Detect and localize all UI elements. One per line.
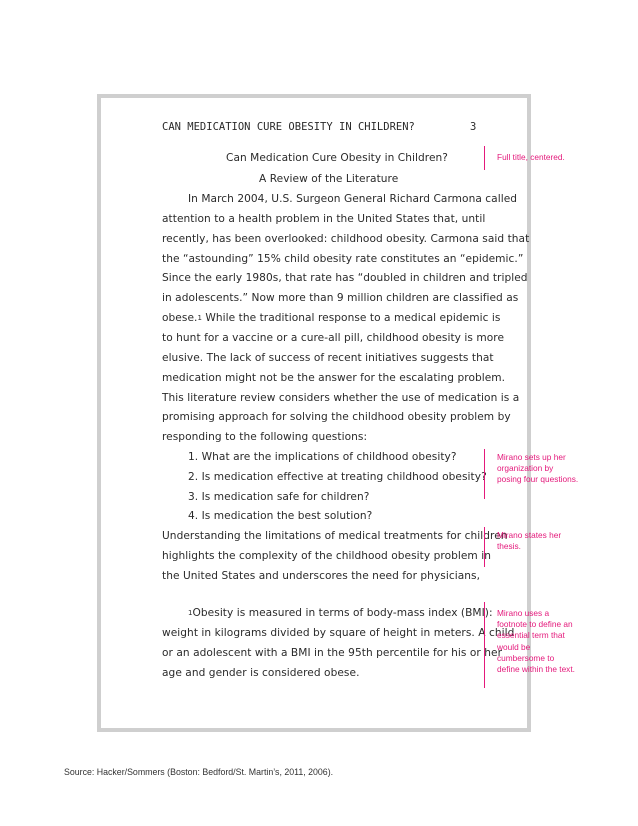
body-line: elusive. The lack of success of recent initiatives suggests that [162, 352, 494, 364]
question-item: 2. Is medication effective at treating childhood obesity? [188, 471, 487, 483]
thesis-line: Understanding the limitations of medical treatments for children [162, 530, 508, 542]
body-line: This literature review considers whether the use of medication is a [162, 392, 520, 404]
body-line: to hunt for a vaccine or a cure-all pill, childhood obesity is more [162, 332, 505, 344]
annotation-footnote: Mirano uses a footnote to define an essential term that would be cumbersome to define within the text. [497, 608, 575, 675]
question-item: 4. Is medication the best solution? [188, 510, 373, 522]
paper-subtitle: A Review of the Literature [259, 173, 399, 185]
paper-title: Can Medication Cure Obesity in Children? [226, 152, 448, 164]
question-item: 1. What are the implications of childhood obesity? [188, 451, 457, 463]
body-line: Since the early 1980s, that rate has “doubled in children and tripled [162, 272, 528, 284]
annotation-organization: Mirano sets up her organization by posing four questions. [497, 452, 579, 485]
footnote-line: weight in kilograms divided by square of height in meters. A child [162, 627, 515, 639]
annotation-thesis: Mirano states her thesis. [497, 530, 562, 552]
body-text: obese. [162, 312, 198, 324]
footnote-line: age and gender is considered obese. [162, 667, 360, 679]
running-head: CAN MEDICATION CURE OBESITY IN CHILDREN? [162, 121, 415, 133]
footnote-line: or an adolescent with a BMI in the 95th percentile for his or her [162, 647, 502, 659]
source-citation: Source: Hacker/Sommers (Boston: Bedford/St. Martin’s, 2011, 2006). [64, 767, 334, 777]
body-line: the “astounding” 15% child obesity rate constitutes an “epidemic.” [162, 253, 524, 265]
footnote-marker: 1 [188, 609, 193, 617]
annotation-divider [484, 602, 485, 688]
body-line: attention to a health problem in the United States that, until [162, 213, 486, 225]
annotation-title: Full title, centered. [497, 152, 565, 162]
body-text: While the traditional response to a medical epidemic is [201, 312, 501, 324]
question-item: 3. Is medication safe for children? [188, 491, 370, 503]
footnote-reference: 1 [197, 314, 202, 322]
thesis-line: the United States and underscores the need for physicians, [162, 570, 480, 582]
page-number: 3 [470, 121, 477, 133]
thesis-line: highlights the complexity of the childhood obesity problem in [162, 550, 491, 562]
body-line: in adolescents.” Now more than 9 million children are classified as [162, 292, 519, 304]
annotation-divider [484, 449, 485, 499]
page-border-left [97, 94, 101, 728]
annotation-divider [484, 527, 485, 567]
annotation-divider [484, 146, 485, 170]
body-line: medication might not be the answer for the escalating problem. [162, 372, 506, 384]
body-line: In March 2004, U.S. Surgeon General Richard Carmona called [188, 193, 518, 205]
footnote-line [188, 607, 493, 619]
body-line [162, 312, 500, 324]
body-line: promising approach for solving the childhood obesity problem by [162, 411, 511, 423]
footnote-text: Obesity is measured in terms of body-mass index (BMI): [192, 607, 493, 619]
body-line: responding to the following questions: [162, 431, 368, 443]
body-line: recently, has been overlooked: childhood obesity. Carmona said that [162, 233, 530, 245]
